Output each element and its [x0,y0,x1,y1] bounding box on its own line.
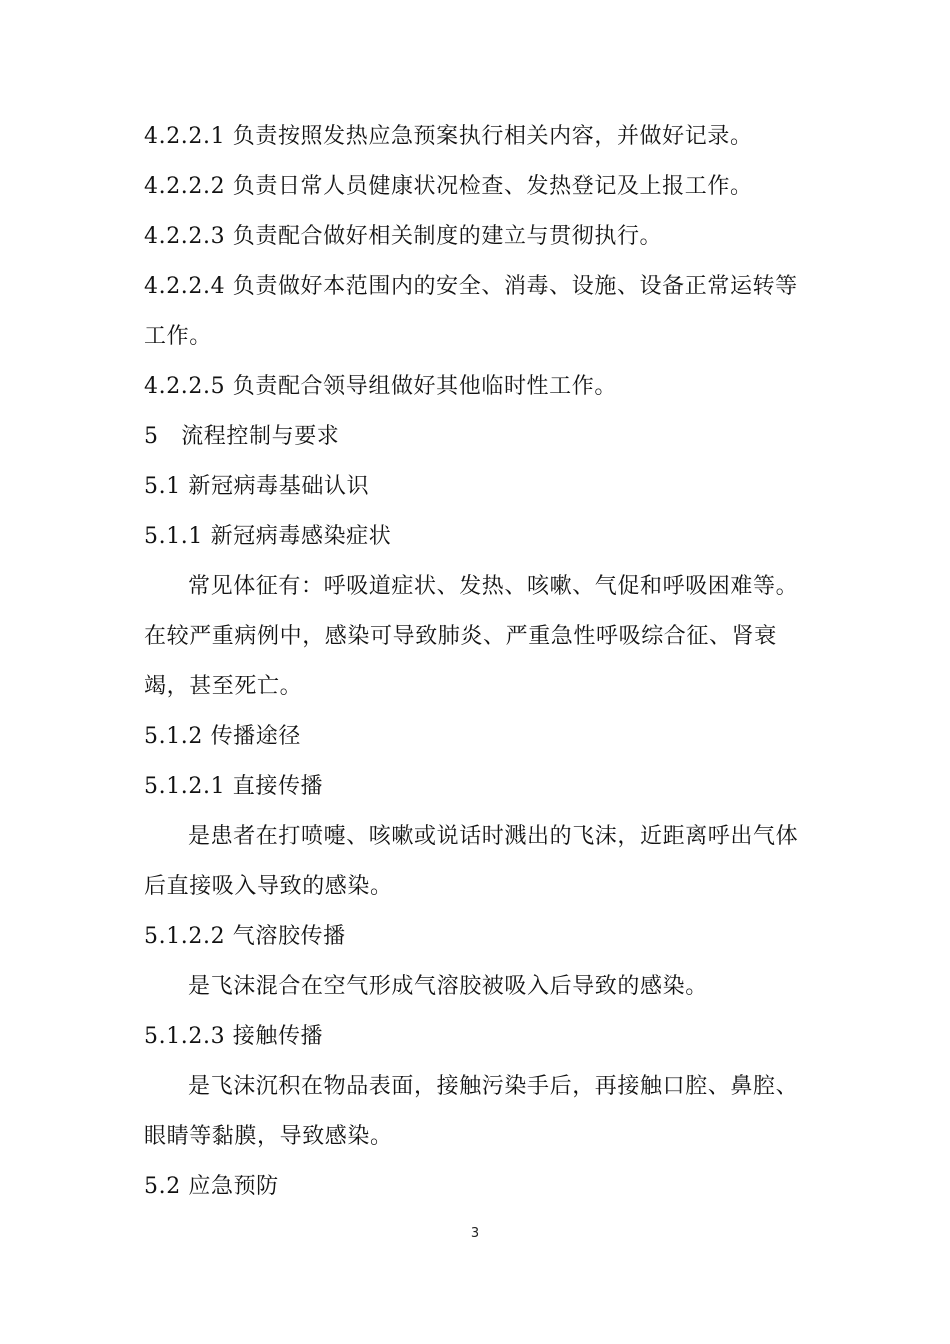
section-5-2-heading: 5.2 应急预防 [144,1174,279,1199]
section-5-1-1-heading: 5.1.1 新冠病毒感染症状 [144,524,392,549]
aerosol-transmission-paragraph: 是飞沫混合在空气形成气溶胶被吸入后导致的感染。 [188,974,708,999]
page-number: 3 [470,1226,480,1241]
contact-transmission-paragraph: 是飞沫沉积在物品表面，接触污染手后，再接触口腔、鼻腔、眼睛等黏膜，导致感染。 [144,1074,799,1149]
clause-4-2-2-2: 4.2.2.2 负责日常人员健康状况检查、发热登记及上报工作。 [144,174,753,199]
symptoms-paragraph: 常见体征有：呼吸道症状、发热、咳嗽、气促和呼吸困难等。在较严重病例中，感染可导致肺炎、严重急性呼吸综合征、肾衰竭，甚至死亡。 [144,574,799,699]
clause-4-2-2-1: 4.2.2.1 负责按照发热应急预案执行相关内容，并做好记录。 [144,124,753,149]
clause-4-2-2-4: 4.2.2.4 负责做好本范围内的安全、消毒、设施、设备正常运转等工作。 [144,274,798,349]
clause-4-2-2-3: 4.2.2.3 负责配合做好相关制度的建立与贯彻执行。 [144,224,663,249]
section-5-1-heading: 5.1 新冠病毒基础认识 [144,474,370,499]
document-body [144,112,808,1212]
section-5-1-2-3-heading: 5.1.2.3 接触传播 [144,1024,324,1049]
section-5-1-2-1-heading: 5.1.2.1 直接传播 [144,774,324,799]
direct-transmission-paragraph: 是患者在打喷嚏、咳嗽或说话时溅出的飞沫，近距离呼出气体后直接吸入导致的感染。 [144,824,799,899]
section-5-heading: 5 流程控制与要求 [144,424,340,449]
section-5-1-2-2-heading: 5.1.2.2 气溶胶传播 [144,924,346,949]
section-5-1-2-heading: 5.1.2 传播途径 [144,724,301,749]
clause-4-2-2-5: 4.2.2.5 负责配合领导组做好其他临时性工作。 [144,374,617,399]
